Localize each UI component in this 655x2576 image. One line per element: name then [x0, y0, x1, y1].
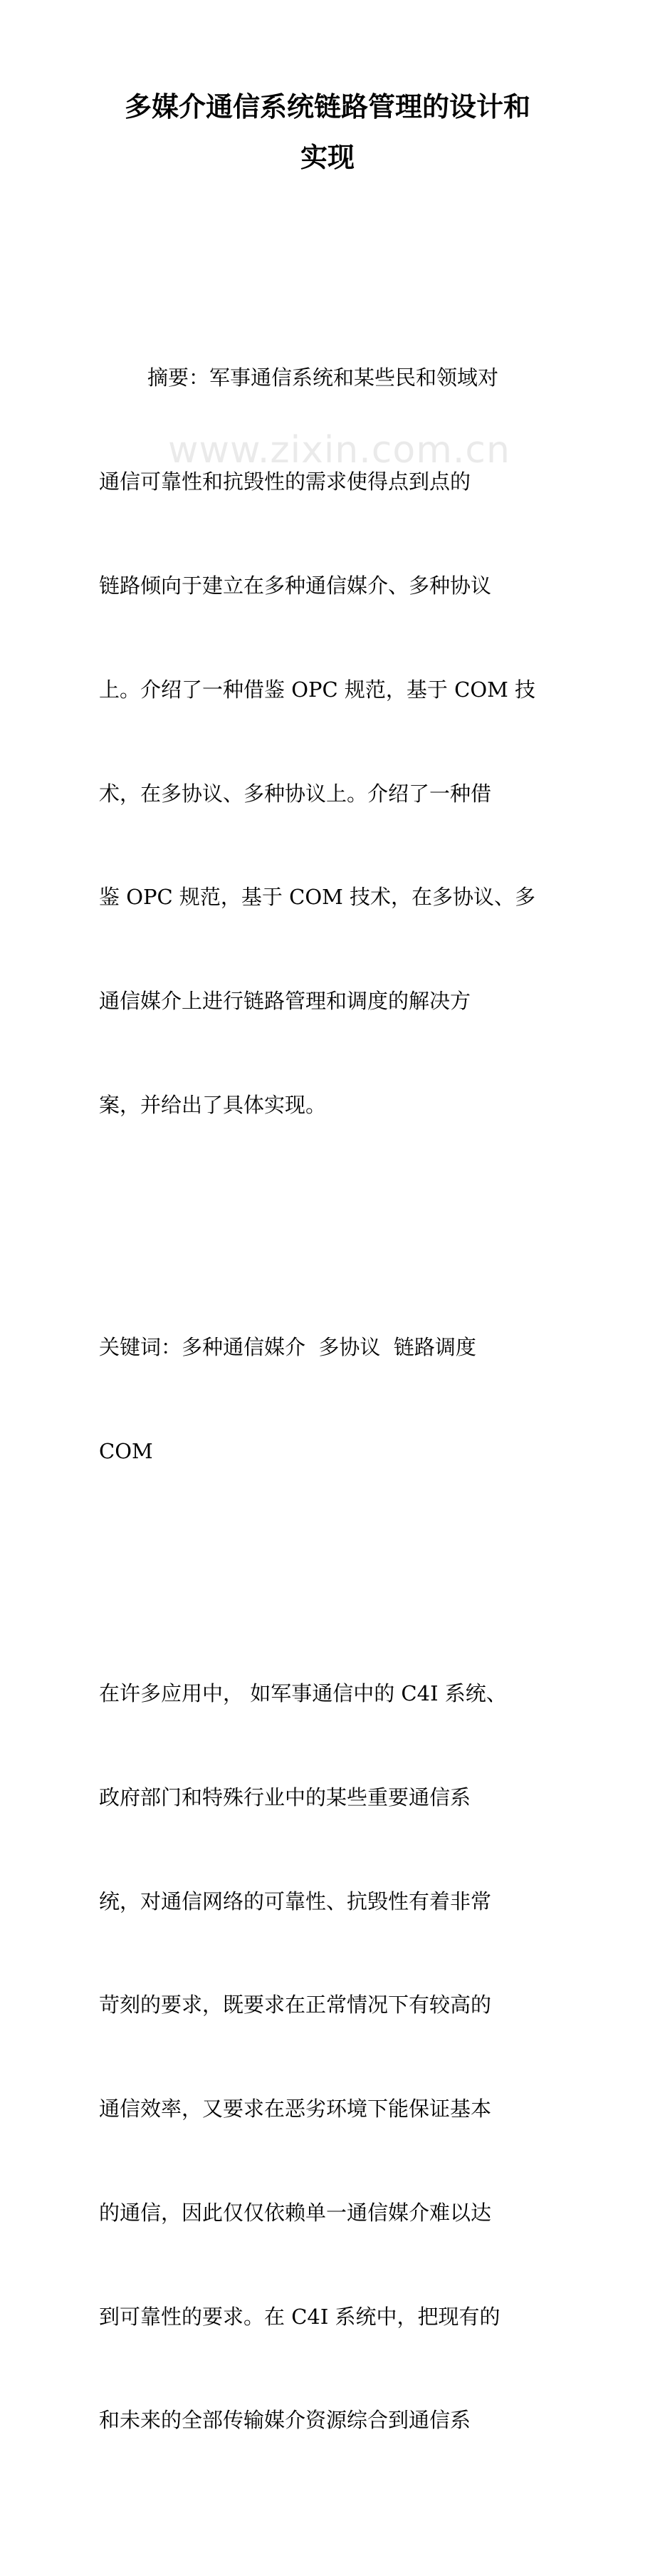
- paragraph-line: 在许多应用中， 如军事通信中的 C4I 系统、: [99, 1681, 507, 1705]
- abstract-line: 案，并给出了具体实现。: [99, 1092, 327, 1117]
- paragraph-line: 统，对通信网络的可靠性、抗毁性有着非常: [99, 1889, 492, 1913]
- keywords-line: COM: [99, 1438, 153, 1463]
- paragraph-line: 的通信，因此仅仅依赖单一通信媒介难以达: [99, 2200, 492, 2225]
- abstract-line: 摘要：军事通信系统和某些民和领域对: [147, 365, 499, 390]
- abstract-line: 鉴 OPC 规范，基于 COM 技术，在多协议、多: [99, 885, 536, 910]
- abstract: [99, 291, 583, 1191]
- paragraph-line: 到可靠性的要求。在 C4I 系统中，把现有的: [99, 2304, 501, 2329]
- watermark: www.zixin.com.cn: [168, 429, 510, 472]
- body-paragraph: [99, 1607, 583, 2507]
- keywords: [99, 1261, 583, 1538]
- keywords-line: 关键词：多种通信媒介 多协议 链路调度: [99, 1335, 476, 1359]
- document-title-line-2: 实现: [300, 142, 355, 173]
- document-body: [99, 222, 583, 2576]
- abstract-line: 上。介绍了一种借鉴 OPC 规范，基于 COM 技: [99, 677, 536, 702]
- document-title-line-1: 多媒介通信系统链路管理的设计和: [124, 91, 530, 123]
- abstract-line: 通信可靠性和抗毁性的需求使得点到点的: [99, 469, 471, 494]
- abstract-line: 术，在多协议、多种协议上。介绍了一种借: [99, 781, 492, 806]
- abstract-line: 通信媒介上进行链路管理和调度的解决方: [99, 989, 471, 1014]
- paragraph-line: 通信效率，又要求在恶劣环境下能保证基本: [99, 2097, 492, 2121]
- abstract-line: 链路倾向于建立在多种通信媒介、多种协议: [99, 573, 492, 598]
- paragraph-line: 政府部门和特殊行业中的某些重要通信系: [99, 1785, 471, 1809]
- paragraph-line: 苛刻的要求，既要求在正常情况下有较高的: [99, 1993, 492, 2017]
- paragraph-line: 和未来的全部传输媒介资源综合到通信系: [99, 2408, 471, 2433]
